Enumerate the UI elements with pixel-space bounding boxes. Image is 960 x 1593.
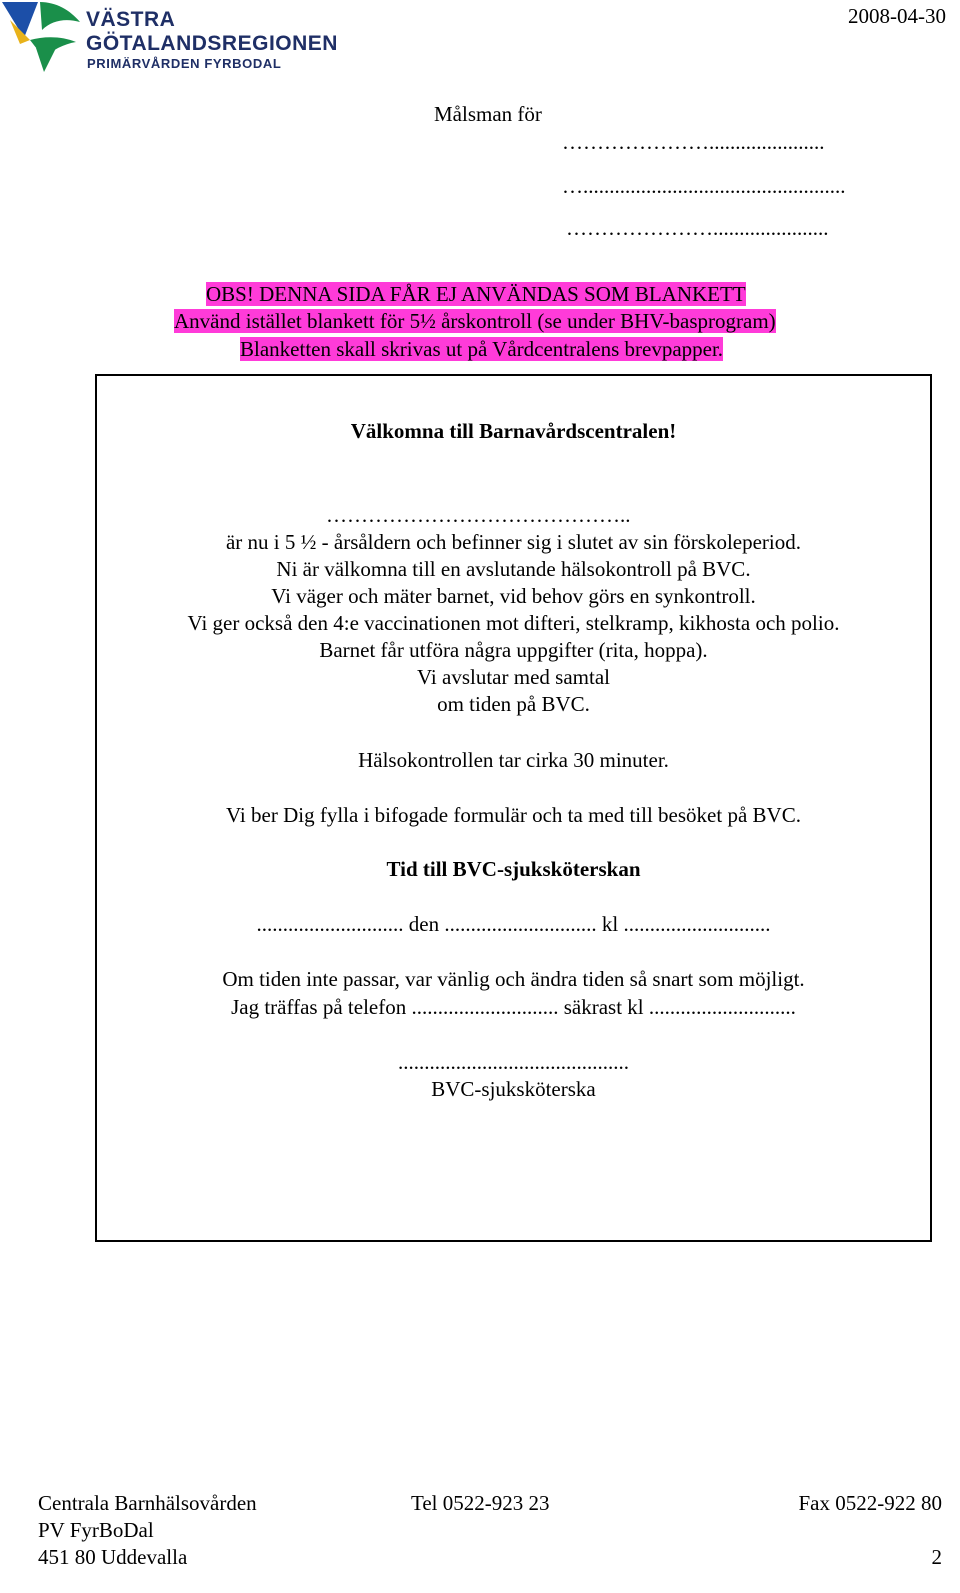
notice-line-3: Blanketten skall skrivas ut på Vårdcentralens brevpapper. (240, 337, 724, 361)
logo-line-3: PRIMÄRVÅRDEN FYRBODAL (87, 56, 282, 71)
letter-paragraph-5: Barnet får utföra några uppgifter (rita, hoppa). (319, 638, 708, 662)
guardian-line-1: …………………...................... (562, 130, 825, 154)
signature-title: BVC-sjuksköterska (431, 1077, 596, 1101)
letter-paragraph-3: Vi väger och mäter barnet, vid behov görs en synkontroll. (271, 584, 756, 608)
reschedule-text: Om tiden inte passar, var vänlig och ändra tiden så snart som möjligt. (222, 967, 805, 991)
footer-org: Centrala Barnhälsovården (38, 1491, 257, 1515)
appointment-title: Tid till BVC-sjuksköterskan (386, 857, 641, 881)
guardian-line-2: ….................................................. (562, 174, 846, 198)
logo-line-2: GÖTALANDSREGIONEN (86, 32, 338, 55)
page-number: 2 (931, 1545, 942, 1569)
footer-fax: Fax 0522-922 80 (798, 1491, 942, 1515)
logo-line-1: VÄSTRA (86, 8, 176, 31)
letter-title: Välkomna till Barnavårdscentralen! (350, 419, 677, 443)
notice-line-2: Använd istället blankett för 5½ årskontroll (se under BHV-basprogram) (174, 309, 776, 333)
signature-line: ............................................ (398, 1050, 629, 1074)
letter-paragraph-6: Vi avslutar med samtal (417, 665, 610, 689)
form-request-text: Vi ber Dig fylla i bifogade formulär och ta med till besöket på BVC. (226, 803, 801, 827)
footer-address: 451 80 Uddevalla (38, 1545, 188, 1569)
footer-unit: PV FyrBoDal (38, 1518, 154, 1542)
appointment-line: ............................ den ............................. kl ............................ (256, 912, 771, 936)
letter-paragraph-4: Vi ger också den 4:e vaccinationen mot difteri, stelkramp, kikhosta och polio. (187, 611, 840, 635)
footer-tel: Tel 0522-923 23 (411, 1491, 550, 1515)
guardian-line-3: …………………...................... (566, 216, 829, 240)
document-date: 2008-04-30 (848, 4, 946, 28)
notice-line-1: OBS! DENNA SIDA FÅR EJ ANVÄNDAS SOM BLANKETT (206, 282, 746, 306)
child-name-line: …………………………………….. (326, 503, 631, 527)
letter-paragraph-7: om tiden på BVC. (437, 692, 590, 716)
letter-paragraph-1: är nu i 5 ½ - årsåldern och befinner sig i slutet av sin förskoleperiod. (225, 530, 801, 554)
phone-line: Jag träffas på telefon ............................ säkrast kl ............................ (231, 995, 796, 1019)
guardian-label: Målsman för (434, 102, 542, 126)
letter-paragraph-2: Ni är välkomna till en avslutande hälsokontroll på BVC. (276, 557, 751, 581)
duration-text: Hälsokontrollen tar cirka 30 minuter. (358, 748, 669, 772)
